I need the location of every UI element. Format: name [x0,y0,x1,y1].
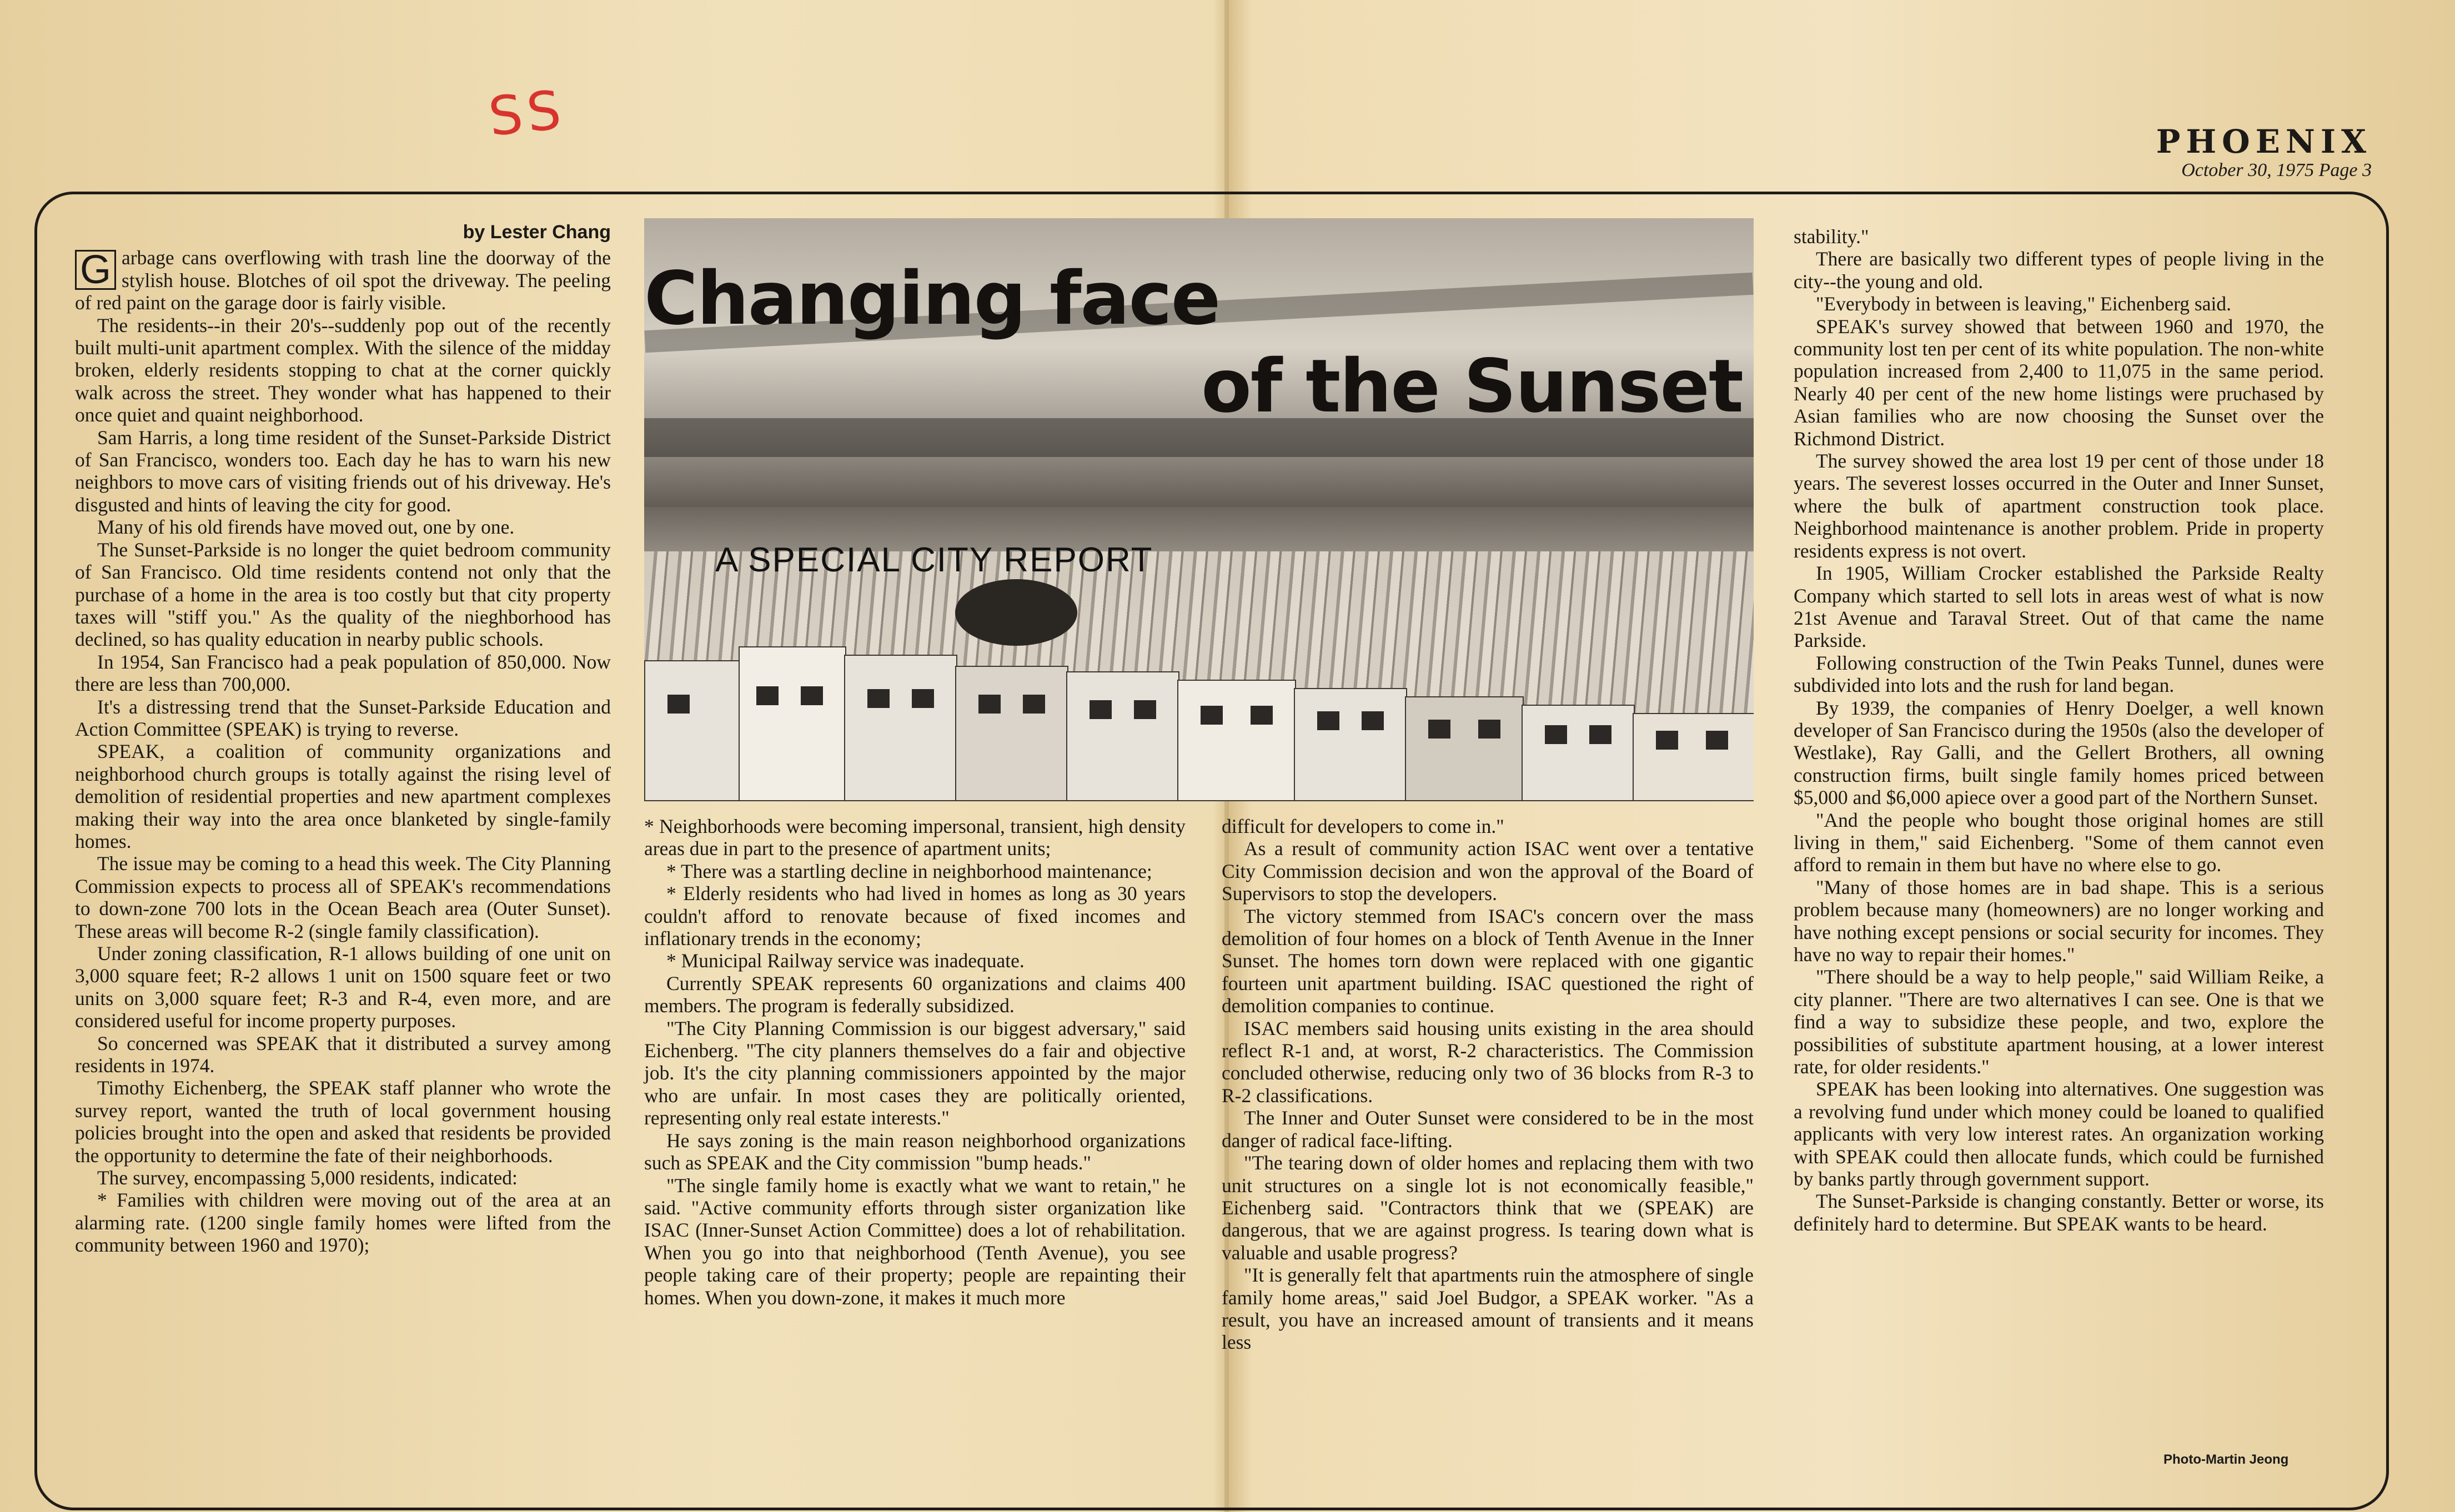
newspaper-name: PHOENIX [2156,123,2372,160]
article-column-2 [644,815,1186,1309]
house [844,655,957,801]
article-paragraph: "The City Planning Commission is our biggest adversary," said Eichenberg. "The city planners themselves do a fair and objective job. It's the city planning commissioners appointed by the major who are unfair. In most cases they are politically oriented, representing only real estate interests." [644,1017,1186,1129]
article-paragraph: Currently SPEAK represents 60 organizations and claims 400 members. The program is federally subsidized. [644,972,1186,1017]
paragraph-text: arbage cans overflowing with trash line the doorway of the stylish house. Blotches of oil spot the driveway. The peeling of red paint on the garage door is fairly visible. [75,247,611,314]
article-paragraph: Sam Harris, a long time resident of the Sunset-Parkside District of San Francisco, wonders too. Each day he has to warn his new neighbors to move cars of visiting friends out of his driveway. He's disgusted and hints of leaving the city for good. [75,426,611,516]
article-paragraph: The survey, encompassing 5,000 residents, indicated: [97,1167,518,1189]
article-paragraph: So concerned was SPEAK that it distributed a survey among residents in 1974. [75,1032,611,1077]
article-paragraph: He says zoning is the main reason neighborhood organizations such as SPEAK and the City commission "bump heads." [644,1129,1186,1174]
article-paragraph: * Municipal Railway service was inadequate. [666,950,1025,972]
handwritten-mark: SS [485,78,569,148]
article-paragraph: The survey showed the area lost 19 per cent of those under 18 years. The severest losses occurred in the Outer and Inner Sunset, where the bulk of apartment construction took place. Neighborhood maintenance is another problem. Pride in property residents express is not overt. [1794,450,2324,562]
article-paragraph: The Sunset-Parkside is no longer the quiet bedroom community of San Francisco. Old time residents contend not only that the purchase of a home in the area is too costly but that city property taxes will "stiff you." As the quality of the nieghborhood has declined, so has quality education in nearby public schools. [75,538,611,651]
article-paragraph: * Families with children were moving out of the area at an alarming rate. (1200 single family homes were lifted from the community between 1960 and 1970); [75,1189,611,1257]
article-column-1 [75,221,611,1257]
drop-cap: G [75,250,116,290]
article-paragraph: By 1939, the companies of Henry Doelger, a well known developer of San Francisco during the 1950s (also the developer of Westlake), Ray Galli, and the Gellert Brothers, all owning construction firms, built single family homes priced between $5,000 and $6,000 apiece over a good part of the Northern Sunset. [1794,696,2324,809]
article-paragraph: "There should be a way to help people," said William Reike, a city planner. "There are two alternatives I can see. One is that we find a way to subsidize these people, and two, explore the possibilities of substitute apartment housing, at a lower interest rate, for older residents." [1794,966,2324,1078]
article-paragraph: As a result of community action ISAC went over a tentative City Commission decision and won the approval of the Board of Supervisors to stop the developers. [1222,837,1754,905]
article-paragraph: difficult for developers to come in." [1222,815,1504,837]
article-paragraph: The residents--in their 20's--suddenly pop out of the recently built multi-unit apartment complex. With the silence of the midday broken, elderly residents stopping to chat at the corner quickly walk across the street. They wonder what has happened to their once quiet and quaint neighborhood. [75,314,611,426]
house [644,660,741,801]
article-paragraph: "The tearing down of older homes and replacing them with two unit structures on a single lot is not economically feasible," Eichenberg said. "Contractors think that we (SPEAK) are dangerous, that we are against progress. Is tearing down what is valuable and usable progress? [1222,1152,1754,1264]
house [1066,671,1179,801]
house [955,666,1068,801]
byline: by Lester Chang [463,222,611,243]
row-houses [644,618,1754,801]
article-paragraph: "Many of those homes are in bad shape. This is a serious problem because many (homeowners) are no longer working and have nothing except pensions or social security for incomes. They have no way to repair their homes." [1794,876,2324,966]
article-paragraph: The Inner and Outer Sunset were considered to be in the most danger of radical face-lifting. [1222,1107,1754,1152]
article-paragraph: In 1954, San Francisco had a peak population of 850,000. Now there are less than 700,000. [75,650,611,696]
article-paragraph: The Sunset-Parkside is changing constantly. Better or worse, its definitely hard to determine. But SPEAK wants to be heard. [1794,1190,2324,1235]
house [1633,713,1754,801]
article-paragraph: * Elderly residents who had lived in homes as long as 30 years couldn't afford to renovate because of fixed incomes and inflationary trends in the economy; [644,882,1186,950]
house [739,646,846,801]
article-paragraph: Under zoning classification, R-1 allows building of one unit on 3,000 square feet; R-2 allows 1 unit on 1500 square feet or two units on 3,000 square feet; R-3 and R-4, even more, and are considered useful for income property purposes. [75,942,611,1032]
article-paragraph: ISAC members said housing units existing in the area should reflect R-1 and, at worst, R-2 characteristics. The Commission concluded otherwise, reducing only two of 36 blocks from R-3 to R-2 classifications. [1222,1017,1754,1107]
issue-date: October 30, 1975 Page 3 [2181,160,2372,180]
headline-line-2: of the Sunset [1201,344,1743,429]
house [1177,680,1296,801]
article-paragraph: SPEAK has been looking into alternatives. One suggestion was a revolving fund under which money could be loaned to qualified applicants with very low interest rates. An organization working with SPEAK could then allocate funds, which could be furnished by banks partly through government support. [1794,1078,2324,1190]
article-paragraph: * Neighborhoods were becoming impersonal, transient, high density areas due in part to the presence of apartment units; [644,815,1186,860]
special-report-kicker: A SPECIAL CITY REPORT [715,541,1153,579]
article-paragraph: Following construction of the Twin Peaks Tunnel, dunes were subdivided into lots and the rush for land began. [1794,651,2324,697]
article-paragraph: It's a distressing trend that the Sunset-Parkside Education and Action Committee (SPEAK) is trying to reverse. [75,695,611,740]
article-paragraph: Many of his old firends have moved out, one by one. [97,516,515,539]
photo-credit: Photo-Martin Jeong [2163,1452,2289,1467]
article-paragraph: stability." [1794,225,1869,248]
article-paragraph: "And the people who bought those original homes are still living in them," said Eichenberg. "Some of them cannot even afford to remain in them but have no where else to go. [1794,808,2324,876]
house [1522,705,1635,801]
article-column-4 [1794,225,2324,1235]
article-paragraph: In 1905, William Crocker established the Parkside Realty Company which started to sell lots in areas west of what is now 21st Avenue and Taraval Street. Out of that came the name Parkside. [1794,562,2324,652]
article-paragraph: "The single family home is exactly what we want to retain," he said. "Active community efforts through sister organization like ISAC (Inner-Sunset Action Committee) does a lot of rehabilitation. When you go into that neighborhood (Tenth Avenue), you see people taking care of their property; people are repainting their homes. When you down-zone, it makes it much more [644,1174,1186,1309]
masthead [2156,125,2372,183]
article-paragraph: The victory stemmed from ISAC's concern over the mass demolition of four homes on a block of Tenth Avenue in the Inner Sunset. The homes torn down were replaced with one gigantic fourteen unit apartment building. ISAC questioned the right of demolition companies to continue. [1222,905,1754,1017]
house [1294,688,1407,801]
article-paragraph: There are basically two different types of people living in the city--the young and old. [1794,248,2324,293]
article-paragraph: The issue may be coming to a head this week. The City Planning Commission expects to process all of SPEAK's recommendations to down-zone 700 lots in the Ocean Beach area (Outer Sunset). These areas will become R-2 (single family classification). [75,852,611,942]
article-column-3 [1222,815,1754,1354]
headline-line-1: Changing face [644,256,1220,341]
article-paragraph: Timothy Eichenberg, the SPEAK staff planner who wrote the survey report, wanted the truth of local government housing policies brought into the open and asked that residents be provided the opportunity to determine the fate of their neighborhoods. [75,1077,611,1167]
article-paragraph: SPEAK's survey showed that between 1960 and 1970, the community lost ten per cent of its white population. The non-white population increased from 2,400 to 11,075 in the same period. Nearly 40 per cent of the new home listings were pruchased by Asian families who are now choosing the Sunset over the Richmond District. [1794,315,2324,450]
house [1405,696,1524,801]
article-paragraph: "Everybody in between is leaving," Eichenberg said. [1816,293,2231,315]
article-paragraph: SPEAK, a coalition of community organizations and neighborhood church groups is totally against the rising level of demolition of residential properties and new apartment complexes making their way into the area once blanketed by single-family homes. [75,740,611,852]
headline-photo [644,218,1754,801]
article-paragraph: "It is generally felt that apartments ruin the atmosphere of single family home areas," said Joel Budgor, a SPEAK worker. "As a result, you have an increased amount of transients and it means less [1222,1264,1754,1354]
article-paragraph: * There was a startling decline in neighborhood maintenance; [666,860,1152,882]
article-paragraph [75,247,611,314]
